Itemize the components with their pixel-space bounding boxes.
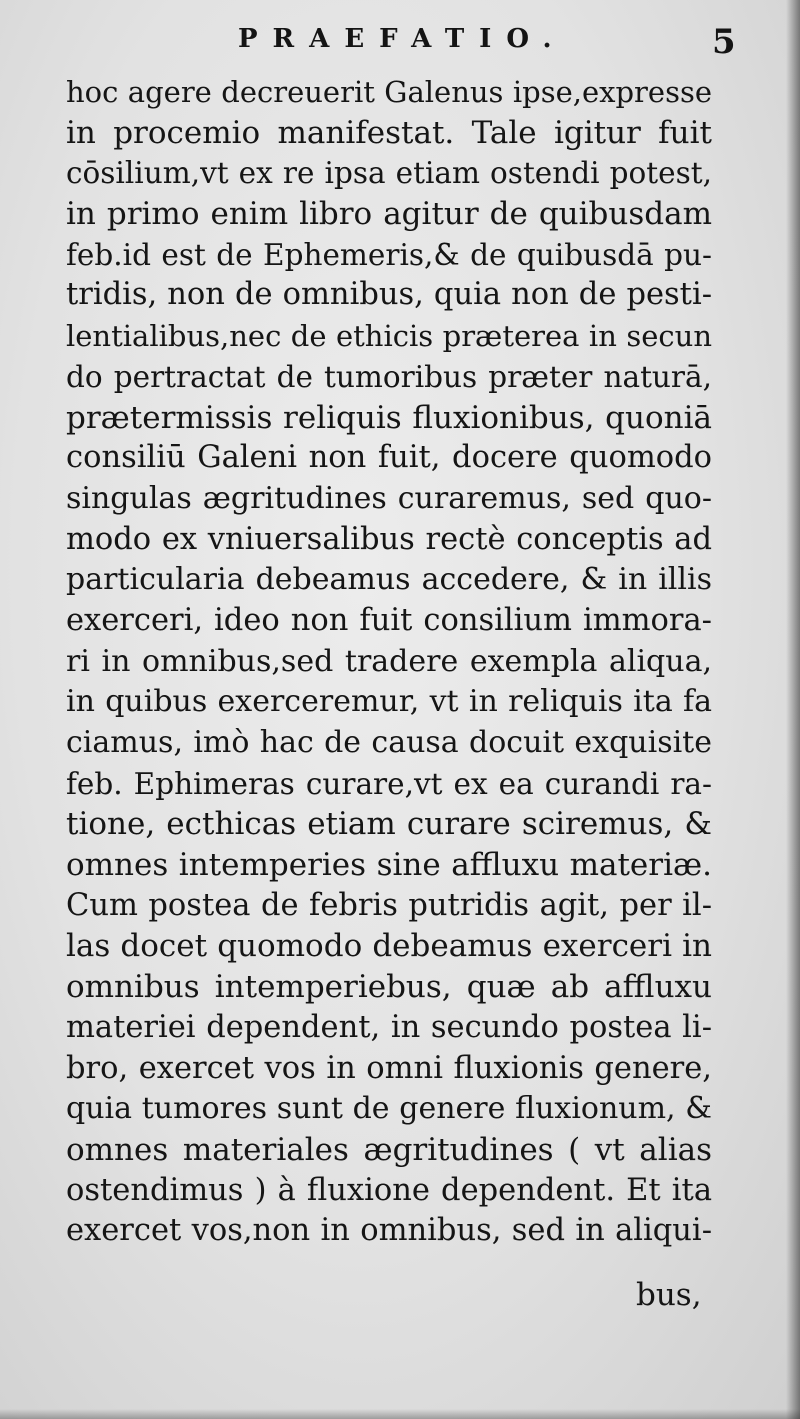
page-number: 5 <box>712 22 736 62</box>
text-line: tridis, non de omnibus, quia non de pesti- <box>66 277 712 313</box>
text-line: hoc agere decreuerit Galenus ipse,expresse <box>66 75 712 109</box>
text-line: exercet vos,non in omnibus, sed in aliqui- <box>66 1213 712 1249</box>
text-line: omnes materiales ægritudines ( vt alias <box>66 1131 712 1168</box>
text-line: cōsilium,vt ex re ipsa etiam ostendi potest, <box>66 156 712 191</box>
text-line: omnibus intemperiebus, quæ ab affluxu <box>66 969 712 1006</box>
text-line: lentialibus,nec de ethicis præterea in secun <box>66 319 712 354</box>
text-line: Cum postea de febris putridis agit, per il- <box>66 887 712 923</box>
text-line: modo ex vniuersalibus rectè conceptis ad <box>66 521 712 557</box>
text-line: feb.id est de Ephemeris,& de quibusdā pu- <box>66 237 712 272</box>
text-line: ri in omnibus,sed tradere exempla aliqua, <box>66 643 712 679</box>
text-line: feb. Ephimeras curare,vt ex ea curandi ra- <box>66 766 712 801</box>
text-line: in quibus exerceremur, vt in reliquis ita fa <box>66 684 712 720</box>
text-line: consiliū Galeni non fuit, docere quomodo <box>66 440 712 476</box>
text-line: particularia debeamus accedere, & in illis <box>66 562 712 598</box>
text-line: prætermissis reliquis fluxionibus, quoniā <box>66 399 712 436</box>
text-line: ciamus, imò hac de causa docuit exquisite <box>66 725 712 760</box>
text-line: exerceri, ideo non fuit consilium immora- <box>66 602 712 638</box>
text-line: las docet quomodo debeamus exerceri in <box>66 928 712 965</box>
text-line: in primo enim libro agitur de quibusdam <box>66 196 712 233</box>
text-line: bro, exercet vos in omni fluxionis genere, <box>66 1050 712 1086</box>
body-text <box>66 72 712 1252</box>
running-head: PRAEFATIO. <box>238 24 567 54</box>
text-line: ostendimus ) à fluxione dependent. Et ita <box>66 1172 712 1208</box>
text-line: in procemio manifestat. Tale igitur fuit <box>66 114 712 151</box>
catchword: bus, <box>636 1277 702 1313</box>
text-line: quia tumores sunt de genere fluxionum, & <box>66 1091 712 1127</box>
text-line: tione, ecthicas etiam curare sciremus, & <box>66 806 712 843</box>
text-line: do pertractat de tumoribus præter naturā, <box>66 359 712 394</box>
text-line: singulas ægritudines curaremus, sed quo- <box>66 480 712 516</box>
text-line: materiei dependent, in secundo postea li- <box>66 1009 712 1045</box>
text-line: omnes intemperies sine affluxu materiæ. <box>66 847 712 884</box>
